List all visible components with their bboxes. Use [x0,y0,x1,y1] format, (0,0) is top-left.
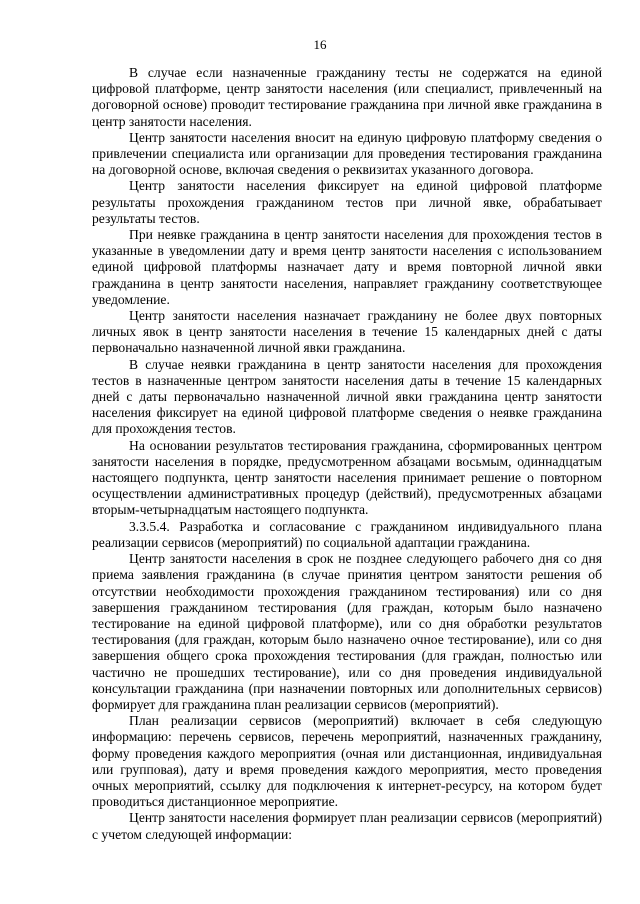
paragraph: Центр занятости населения назначает гражданину не более двух повторных личных явок в центр занятости населения в течение 15 календарных дней с даты первоначально назначенной личной явки гражданина. [92,308,602,356]
paragraph: При неявке гражданина в центр занятости населения для прохождения тестов в указанные в уведомлении дату и время центр занятости населения с использованием единой цифровой платформы назначает дату и время повторной личной явки гражданина в центр занятости населения, направляет гражданину соответствующее уведомление. [92,227,602,307]
document-body [92,65,602,843]
paragraph: На основании результатов тестирования гражданина, сформированных центром занятости населения в порядке, предусмотренном абзацами восьмым, одиннадцатым настоящего подпункта, центр занятости населения принимает решение о повторном осуществлении административных процедур (действий), предусмотренных абзацами вторым-четырнадцатым настоящего подпункта. [92,437,602,518]
paragraph: Центр занятости населения формирует план реализации сервисов (мероприятий) с учетом следующей информации: [92,810,602,842]
paragraph: Центр занятости населения фиксирует на единой цифровой платформе результаты прохождения гражданином тестов при личной явке, обрабатывает результаты тестов. [92,178,602,226]
paragraph: В случае неявки гражданина в центр занятости населения для прохождения тестов в назначенные центром занятости населения даты в течение 15 календарных дней с даты первоначально назначенной личной явки гражданина центр занятости населения фиксирует на единой цифровой платформе сведения о неявке гражданина для прохождения тестов. [92,356,602,437]
page-number: 16 [313,37,327,52]
paragraph: В случае если назначенные гражданину тесты не содержатся на единой цифровой платформе, центр занятости населения (или специалист, привлеченный на договорной основе) проводит тестирование гражданина при личной явке гражданина в центр занятости населения. [92,65,602,129]
paragraph: План реализации сервисов (мероприятий) включает в себя следующую информацию: перечень сервисов, перечень мероприятий, назначенных гражданину, форму проведения каждого мероприятия (очная или дистанционная, индивидуальная или групповая), дату и время проведения каждого мероприятия, место проведения очных мероприятий, ссылку для подключения к интернет-ресурсу, на котором будет проводиться дистанционное мероприятие. [92,713,602,810]
section-heading-paragraph: 3.3.5.4. Разработка и согласование с гражданином индивидуального плана реализации сервисов (мероприятий) по социальной адаптации гражданина. [92,518,602,550]
paragraph: Центр занятости населения вносит на единую цифровую платформу сведения о привлечении специалиста или организации для проведения тестирования гражданина на договорной основе, включая сведения о реквизитах указанного договора. [92,129,602,178]
paragraph: Центр занятости населения в срок не позднее следующего рабочего дня со дня приема заявления гражданина (в случае принятия центром занятости решения об отсутствии необходимости прохождения гражданином тестирования) или со дня завершения гражданином тестирования (для граждан, которым было назначено тестирование на единой цифровой платформе), или со дня обработки результатов тестирования (для граждан, которым было назначено очное тестирование), или со дня завершения общего срока прохождения тестирования (для граждан, полностью или частично не прошедших тестирование), или со дня проведения индивидуальной консультации гражданина (при назначении повторных или дополнительных сервисов) формирует для гражданина план реализации сервисов (мероприятий). [92,551,602,712]
